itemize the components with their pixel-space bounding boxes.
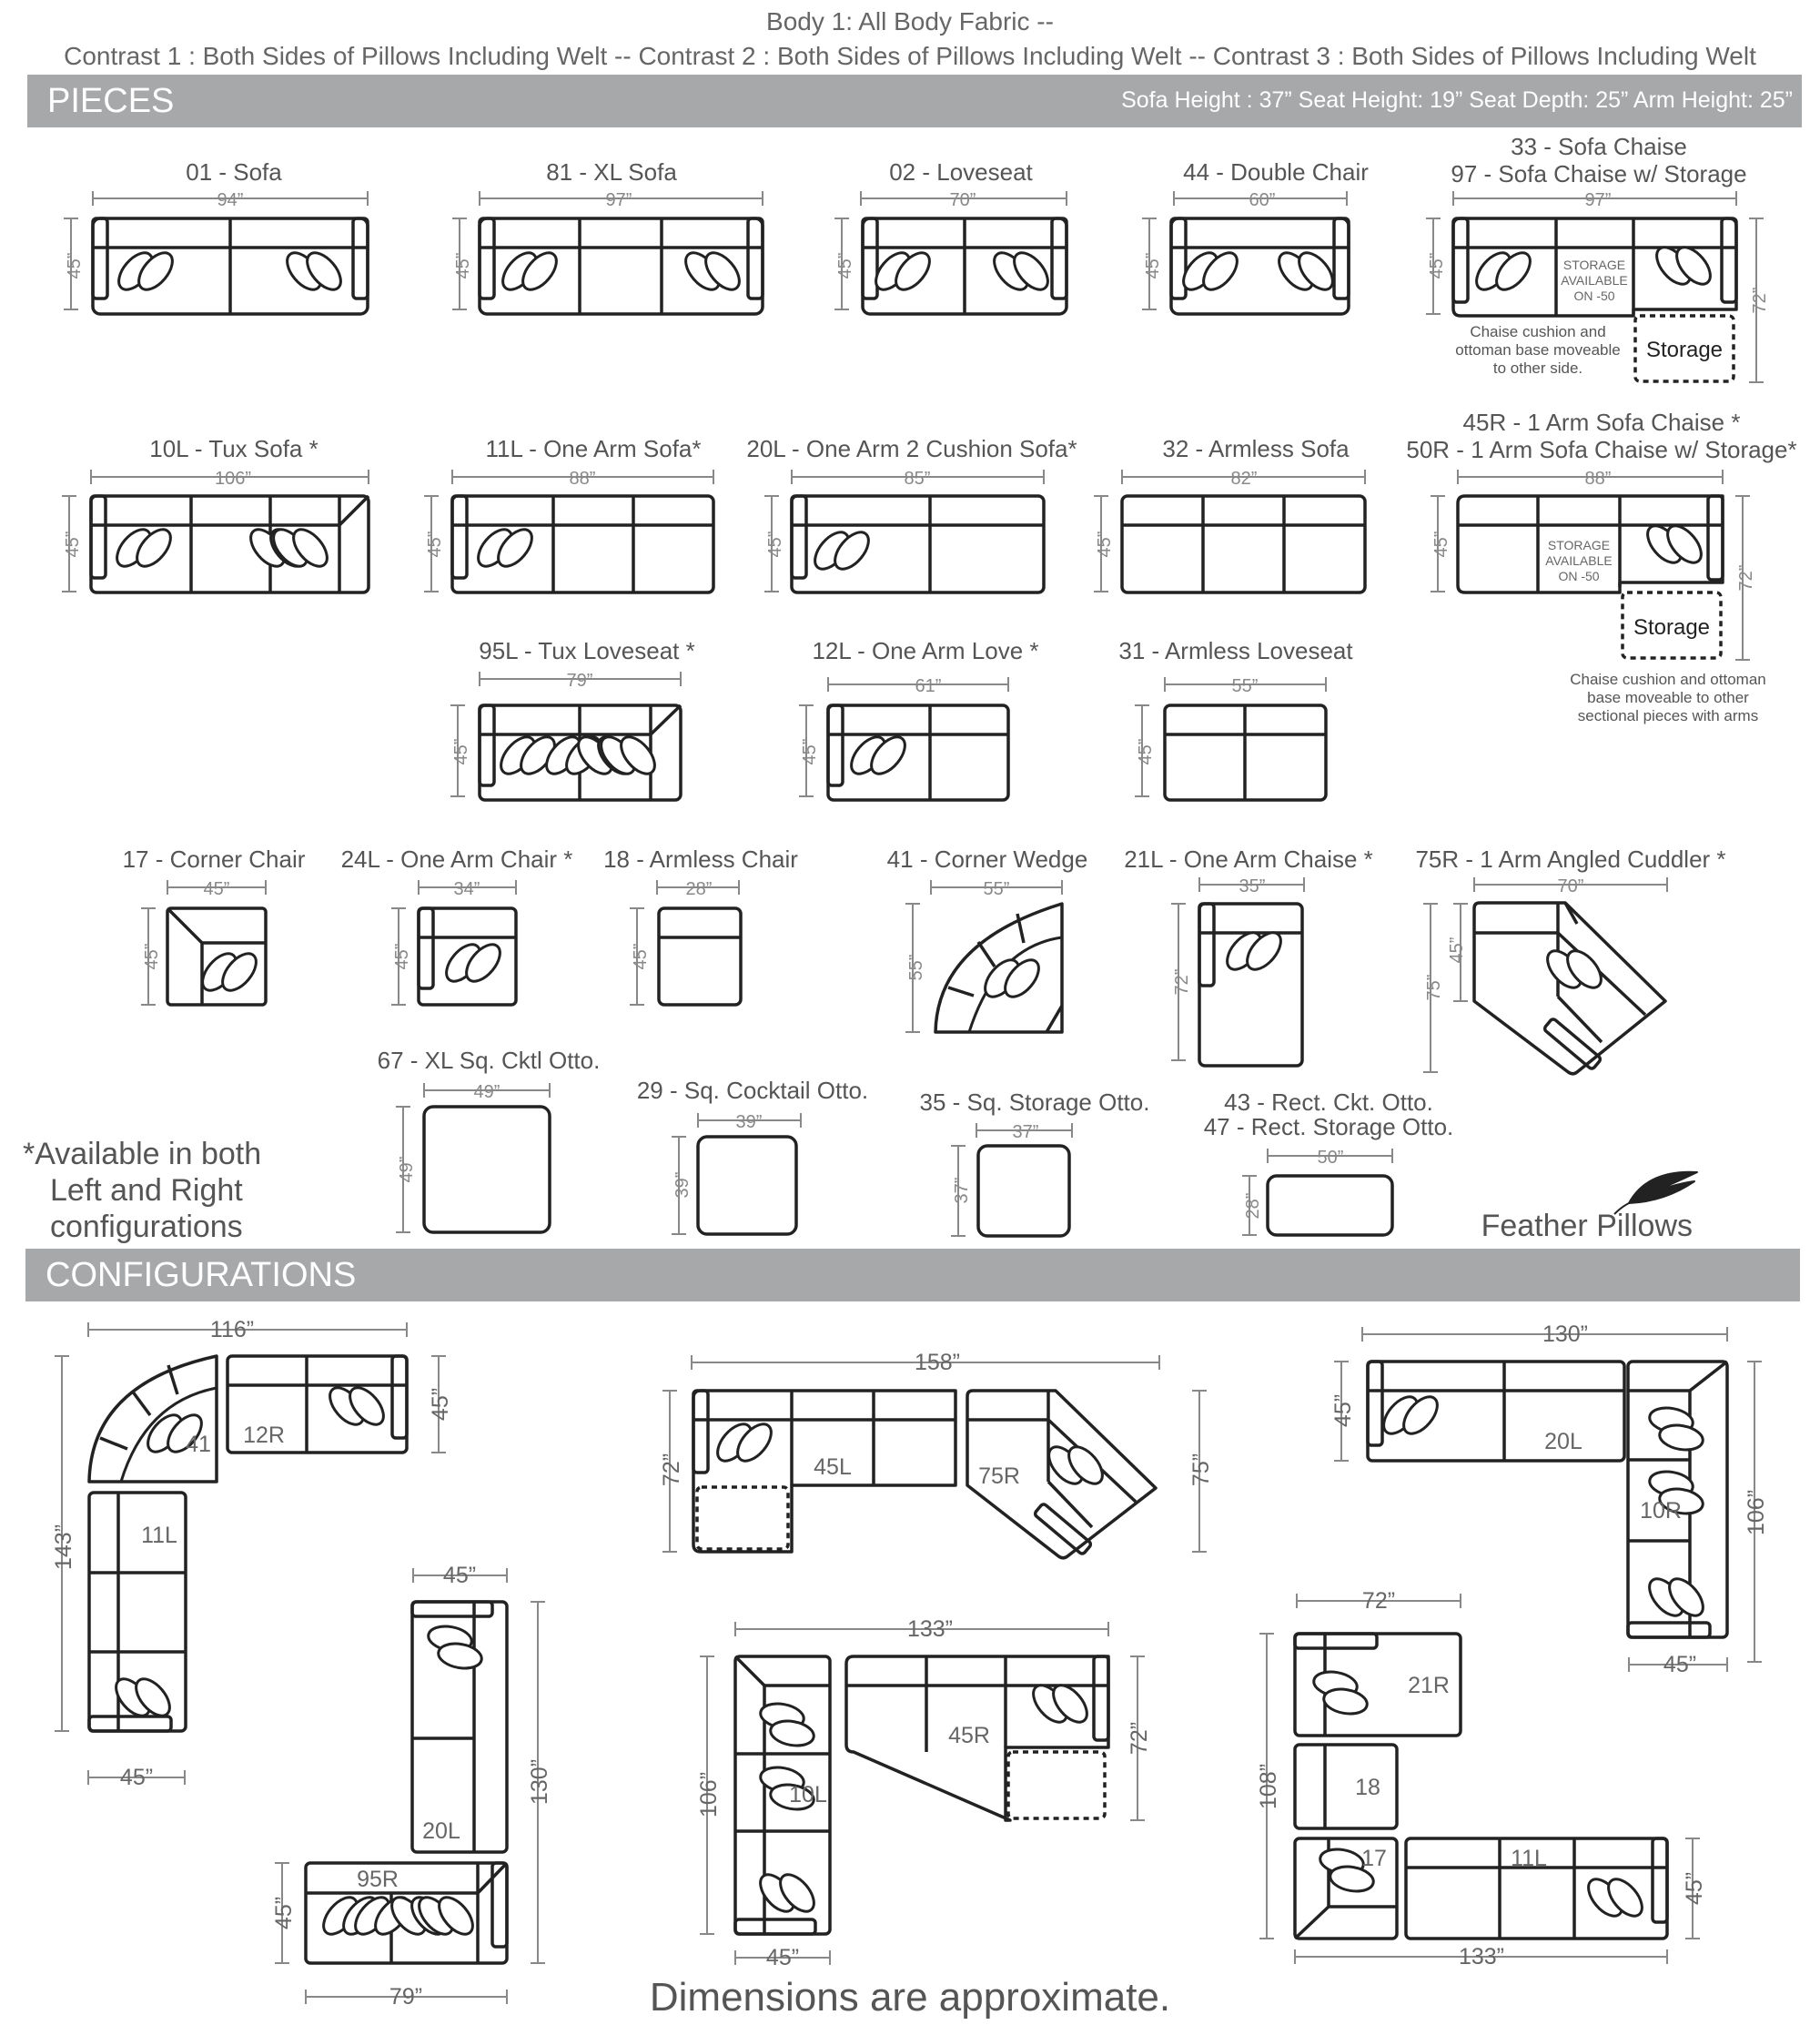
header-line-2: Contrast 1 : Both Sides of Pillows Including Welt -- Contrast 2 : Both Sides of Pillows Including Welt -- Contrast 3 : Both Sides of Pillows Including Welt <box>64 42 1756 70</box>
piece-75-name: 75R - 1 Arm Angled Cuddler * <box>1415 845 1726 873</box>
svg-text:AVAILABLE: AVAILABLE <box>1561 273 1628 288</box>
piece-95-width: 79” <box>566 671 593 691</box>
svg-text:base moveable to other: base moveable to other <box>1587 689 1749 706</box>
svg-text:ottoman base moveable: ottoman base moveable <box>1455 341 1621 359</box>
config-6-width-top: 72” <box>1361 1588 1396 1614</box>
piece-35-depth: 37” <box>952 1177 972 1204</box>
feather-pillows-label: Feather Pillows <box>1481 1209 1693 1243</box>
svg-text:Chaise cushion and ottoman: Chaise cushion and ottoman <box>1570 671 1766 688</box>
config-4-height: 130” <box>527 1758 552 1806</box>
piece-81-name: 81 - XL Sofa <box>546 158 677 186</box>
piece-33-name: 33 - Sofa Chaise <box>1511 133 1687 160</box>
piece-11-depth: 45” <box>425 531 445 558</box>
piece-95l-tux-loveseat <box>450 637 695 800</box>
piece-33-depth: 45” <box>1427 252 1447 279</box>
config-3-depth-left: 45” <box>1330 1393 1356 1428</box>
svg-text:STORAGE: STORAGE <box>1562 258 1626 272</box>
piece-24-width: 34” <box>453 879 480 899</box>
piece-41-width: 55” <box>983 879 1010 899</box>
svg-text:10L: 10L <box>789 1782 827 1807</box>
svg-text:18: 18 <box>1355 1775 1380 1800</box>
config-2-width: 158” <box>914 1350 961 1375</box>
svg-text:45R: 45R <box>948 1723 990 1748</box>
svg-text:17: 17 <box>1361 1846 1387 1871</box>
piece-31-depth: 45” <box>1136 738 1156 765</box>
svg-text:20L: 20L <box>422 1818 460 1844</box>
piece-75r-angled-cuddler <box>1415 845 1725 1074</box>
svg-text:AVAILABLE: AVAILABLE <box>1545 553 1613 568</box>
piece-41-name: 41 - Corner Wedge <box>886 845 1088 873</box>
piece-31-width: 55” <box>1231 676 1259 696</box>
piece-45-width: 88” <box>1584 469 1612 489</box>
piece-20l-one-arm-2-cushion-sofa <box>746 435 1077 592</box>
piece-18-depth: 45” <box>631 943 651 970</box>
config-4-width: 79” <box>389 1984 423 2010</box>
piece-75-total-depth: 75” <box>1424 974 1444 1001</box>
piece-11-width: 88” <box>569 469 596 489</box>
piece-20-depth: 45” <box>765 531 785 558</box>
piece-01-depth: 45” <box>65 252 85 279</box>
piece-18-width: 28” <box>685 879 713 899</box>
piece-67-depth: 49” <box>397 1156 417 1183</box>
piece-35-width: 37” <box>1012 1122 1039 1142</box>
piece-18-armless-chair <box>603 845 798 1005</box>
piece-17-depth: 45” <box>142 943 162 970</box>
config-4 <box>271 1563 552 2010</box>
config-6-height: 108” <box>1256 1763 1281 1810</box>
piece-43-depth: 28” <box>1243 1192 1263 1220</box>
config-4-depth-top: 45” <box>442 1563 477 1588</box>
svg-text:10R: 10R <box>1640 1498 1682 1524</box>
piece-32-name: 32 - Armless Sofa <box>1162 435 1350 462</box>
piece-44-name: 44 - Double Chair <box>1183 158 1369 186</box>
svg-text:20L: 20L <box>1544 1429 1582 1454</box>
config-3 <box>1330 1321 1769 1677</box>
piece-29-square-cocktail-ottoman <box>637 1077 868 1234</box>
config-5-depth-right: 72” <box>1127 1721 1152 1756</box>
piece-12-name: 12L - One Arm Love * <box>812 637 1039 664</box>
piece-35-square-storage-ottoman <box>920 1088 1150 1236</box>
piece-33-width: 97” <box>1584 190 1612 210</box>
piece-10-name: 10L - Tux Sofa * <box>149 435 318 462</box>
piece-32-depth: 45” <box>1095 531 1115 558</box>
piece-81-width: 97” <box>605 190 632 210</box>
svg-text:11L: 11L <box>1511 1846 1547 1871</box>
svg-text:75R: 75R <box>978 1463 1020 1489</box>
config-3-depth-bottom: 45” <box>1663 1652 1697 1677</box>
config-1 <box>51 1317 453 1790</box>
config-6-width-bottom: 133” <box>1458 1944 1505 1969</box>
piece-43-width: 50” <box>1317 1148 1344 1168</box>
piece-47-name: 47 - Rect. Storage Otto. <box>1203 1113 1454 1140</box>
config-2 <box>659 1350 1214 1558</box>
config-2-depth-left: 72” <box>659 1453 684 1487</box>
piece-50-name: 50R - 1 Arm Sofa Chaise w/ Storage* <box>1406 436 1797 463</box>
piece-67-xl-square-ottoman <box>378 1047 601 1232</box>
config-1-height: 143” <box>51 1524 76 1571</box>
piece-81-depth: 45” <box>453 252 473 279</box>
piece-95-name: 95L - Tux Loveseat * <box>479 637 695 664</box>
piece-41-depth: 55” <box>906 954 926 981</box>
svg-text:45L: 45L <box>814 1454 852 1480</box>
piece-10-width: 106” <box>214 469 252 489</box>
config-3-height: 106” <box>1744 1489 1769 1536</box>
piece-43-rect-ottoman <box>1204 1088 1454 1235</box>
piece-12-width: 61” <box>915 676 942 696</box>
piece-67-width: 49” <box>473 1082 500 1102</box>
piece-31-name: 31 - Armless Loveseat <box>1118 637 1353 664</box>
piece-75-width: 70” <box>1557 876 1584 896</box>
piece-17-corner-chair <box>123 845 306 1005</box>
piece-12-depth: 45” <box>800 738 820 765</box>
config-5 <box>696 1616 1152 1970</box>
svg-text:Chaise cushion and: Chaise cushion and <box>1470 323 1606 340</box>
piece-44-depth: 45” <box>1143 252 1163 279</box>
piece-02-width: 70” <box>949 190 976 210</box>
piece-81-xl-sofa <box>452 158 763 314</box>
svg-text:STORAGE: STORAGE <box>1547 538 1611 552</box>
piece-21-depth: 72” <box>1172 968 1192 996</box>
piece-35-name: 35 - Sq. Storage Otto. <box>919 1088 1150 1116</box>
piece-02-loveseat <box>834 158 1067 314</box>
piece-01-width: 94” <box>217 190 244 210</box>
config-5-width: 133” <box>906 1616 954 1642</box>
config-2-depth-right: 75” <box>1188 1453 1214 1487</box>
config-6 <box>1256 1588 1707 1969</box>
piece-01-sofa <box>64 158 368 314</box>
piece-31-armless-loveseat <box>1118 637 1353 800</box>
piece-41-corner-wedge <box>887 845 1088 1032</box>
piece-33-chaise-depth: 72” <box>1750 287 1770 314</box>
piece-18-name: 18 - Armless Chair <box>603 845 798 873</box>
piece-20-width: 85” <box>904 469 931 489</box>
piece-95-depth: 45” <box>451 738 471 765</box>
piece-20-name: 20L - One Arm 2 Cushion Sofa* <box>746 435 1077 462</box>
piece-45-name: 45R - 1 Arm Sofa Chaise * <box>1462 409 1741 436</box>
piece-33-sofa-chaise <box>1426 133 1770 382</box>
config-3-width: 130” <box>1542 1321 1589 1347</box>
svg-text:95R: 95R <box>357 1867 399 1892</box>
piece-12l-one-arm-love <box>799 637 1039 800</box>
availability-note: *Available in both Left and Right configurations <box>23 1137 262 1244</box>
piece-44-double-chair <box>1142 158 1369 314</box>
svg-text:sectional pieces with arms: sectional pieces with arms <box>1577 707 1759 724</box>
svg-text:41: 41 <box>186 1432 211 1457</box>
svg-text:21R: 21R <box>1408 1673 1450 1698</box>
config-1-depth-bottom: 45” <box>119 1765 154 1790</box>
piece-02-name: 02 - Loveseat <box>889 158 1033 186</box>
piece-17-name: 17 - Corner Chair <box>122 845 306 873</box>
piece-43-name: 43 - Rect. Ckt. Otto. <box>1224 1088 1433 1116</box>
piece-11l-one-arm-sofa <box>424 435 713 592</box>
piece-21-width: 35” <box>1239 876 1266 896</box>
config-1-width: 116” <box>209 1317 255 1342</box>
pieces-title: PIECES <box>47 82 175 120</box>
config-1-depth-right: 45” <box>428 1387 453 1422</box>
config-6-depth-right: 45” <box>1682 1871 1707 1906</box>
piece-02-depth: 45” <box>835 252 855 279</box>
config-4-depth-left: 45” <box>271 1896 297 1930</box>
piece-32-width: 82” <box>1230 469 1258 489</box>
piece-67-name: 67 - XL Sq. Cktl Otto. <box>377 1047 601 1074</box>
piece-45r-1-arm-sofa-chaise <box>1406 409 1796 724</box>
piece-17-width: 45” <box>203 879 230 899</box>
piece-97-name: 97 - Sofa Chaise w/ Storage <box>1451 160 1747 187</box>
piece-21l-one-arm-chaise <box>1124 845 1373 1066</box>
piece-10l-tux-sofa <box>62 435 369 592</box>
piece-75-depth: 45” <box>1447 937 1467 964</box>
piece-10-depth: 45” <box>63 531 83 558</box>
piece-21-name: 21L - One Arm Chaise * <box>1124 845 1373 873</box>
piece-44-width: 60” <box>1249 190 1276 210</box>
configurations-title: CONFIGURATIONS <box>46 1256 357 1294</box>
piece-29-name: 29 - Sq. Cocktail Otto. <box>636 1077 869 1104</box>
piece-11-name: 11L - One Arm Sofa* <box>485 435 702 462</box>
pieces-specs: Sofa Height : 37” Seat Height: 19” Seat Depth: 25” Arm Height: 25” <box>1121 87 1793 113</box>
svg-text:Storage: Storage <box>1645 338 1724 362</box>
config-5-depth-bottom: 45” <box>765 1945 800 1970</box>
svg-text:Storage: Storage <box>1633 615 1711 640</box>
piece-24l-one-arm-chair <box>341 845 573 1005</box>
piece-32-armless-sofa <box>1094 435 1365 592</box>
svg-text:ON -50: ON -50 <box>1573 289 1615 303</box>
piece-45-depth: 45” <box>1431 531 1451 558</box>
svg-text:12R: 12R <box>243 1423 285 1448</box>
svg-text:ON -50: ON -50 <box>1558 569 1600 583</box>
piece-29-depth: 39” <box>672 1171 693 1199</box>
footer-note: Dimensions are approximate. <box>649 1975 1171 2020</box>
piece-45-chaise-depth: 72” <box>1736 564 1756 592</box>
header-line-1: Body 1: All Body Fabric -- <box>766 7 1054 35</box>
config-5-height: 106” <box>696 1771 722 1818</box>
piece-01-name: 01 - Sofa <box>186 158 282 186</box>
svg-text:to other side.: to other side. <box>1492 359 1583 377</box>
piece-24-depth: 45” <box>392 943 412 970</box>
piece-29-width: 39” <box>735 1112 763 1132</box>
piece-24-name: 24L - One Arm Chair * <box>340 845 573 873</box>
svg-text:11L: 11L <box>141 1523 177 1548</box>
